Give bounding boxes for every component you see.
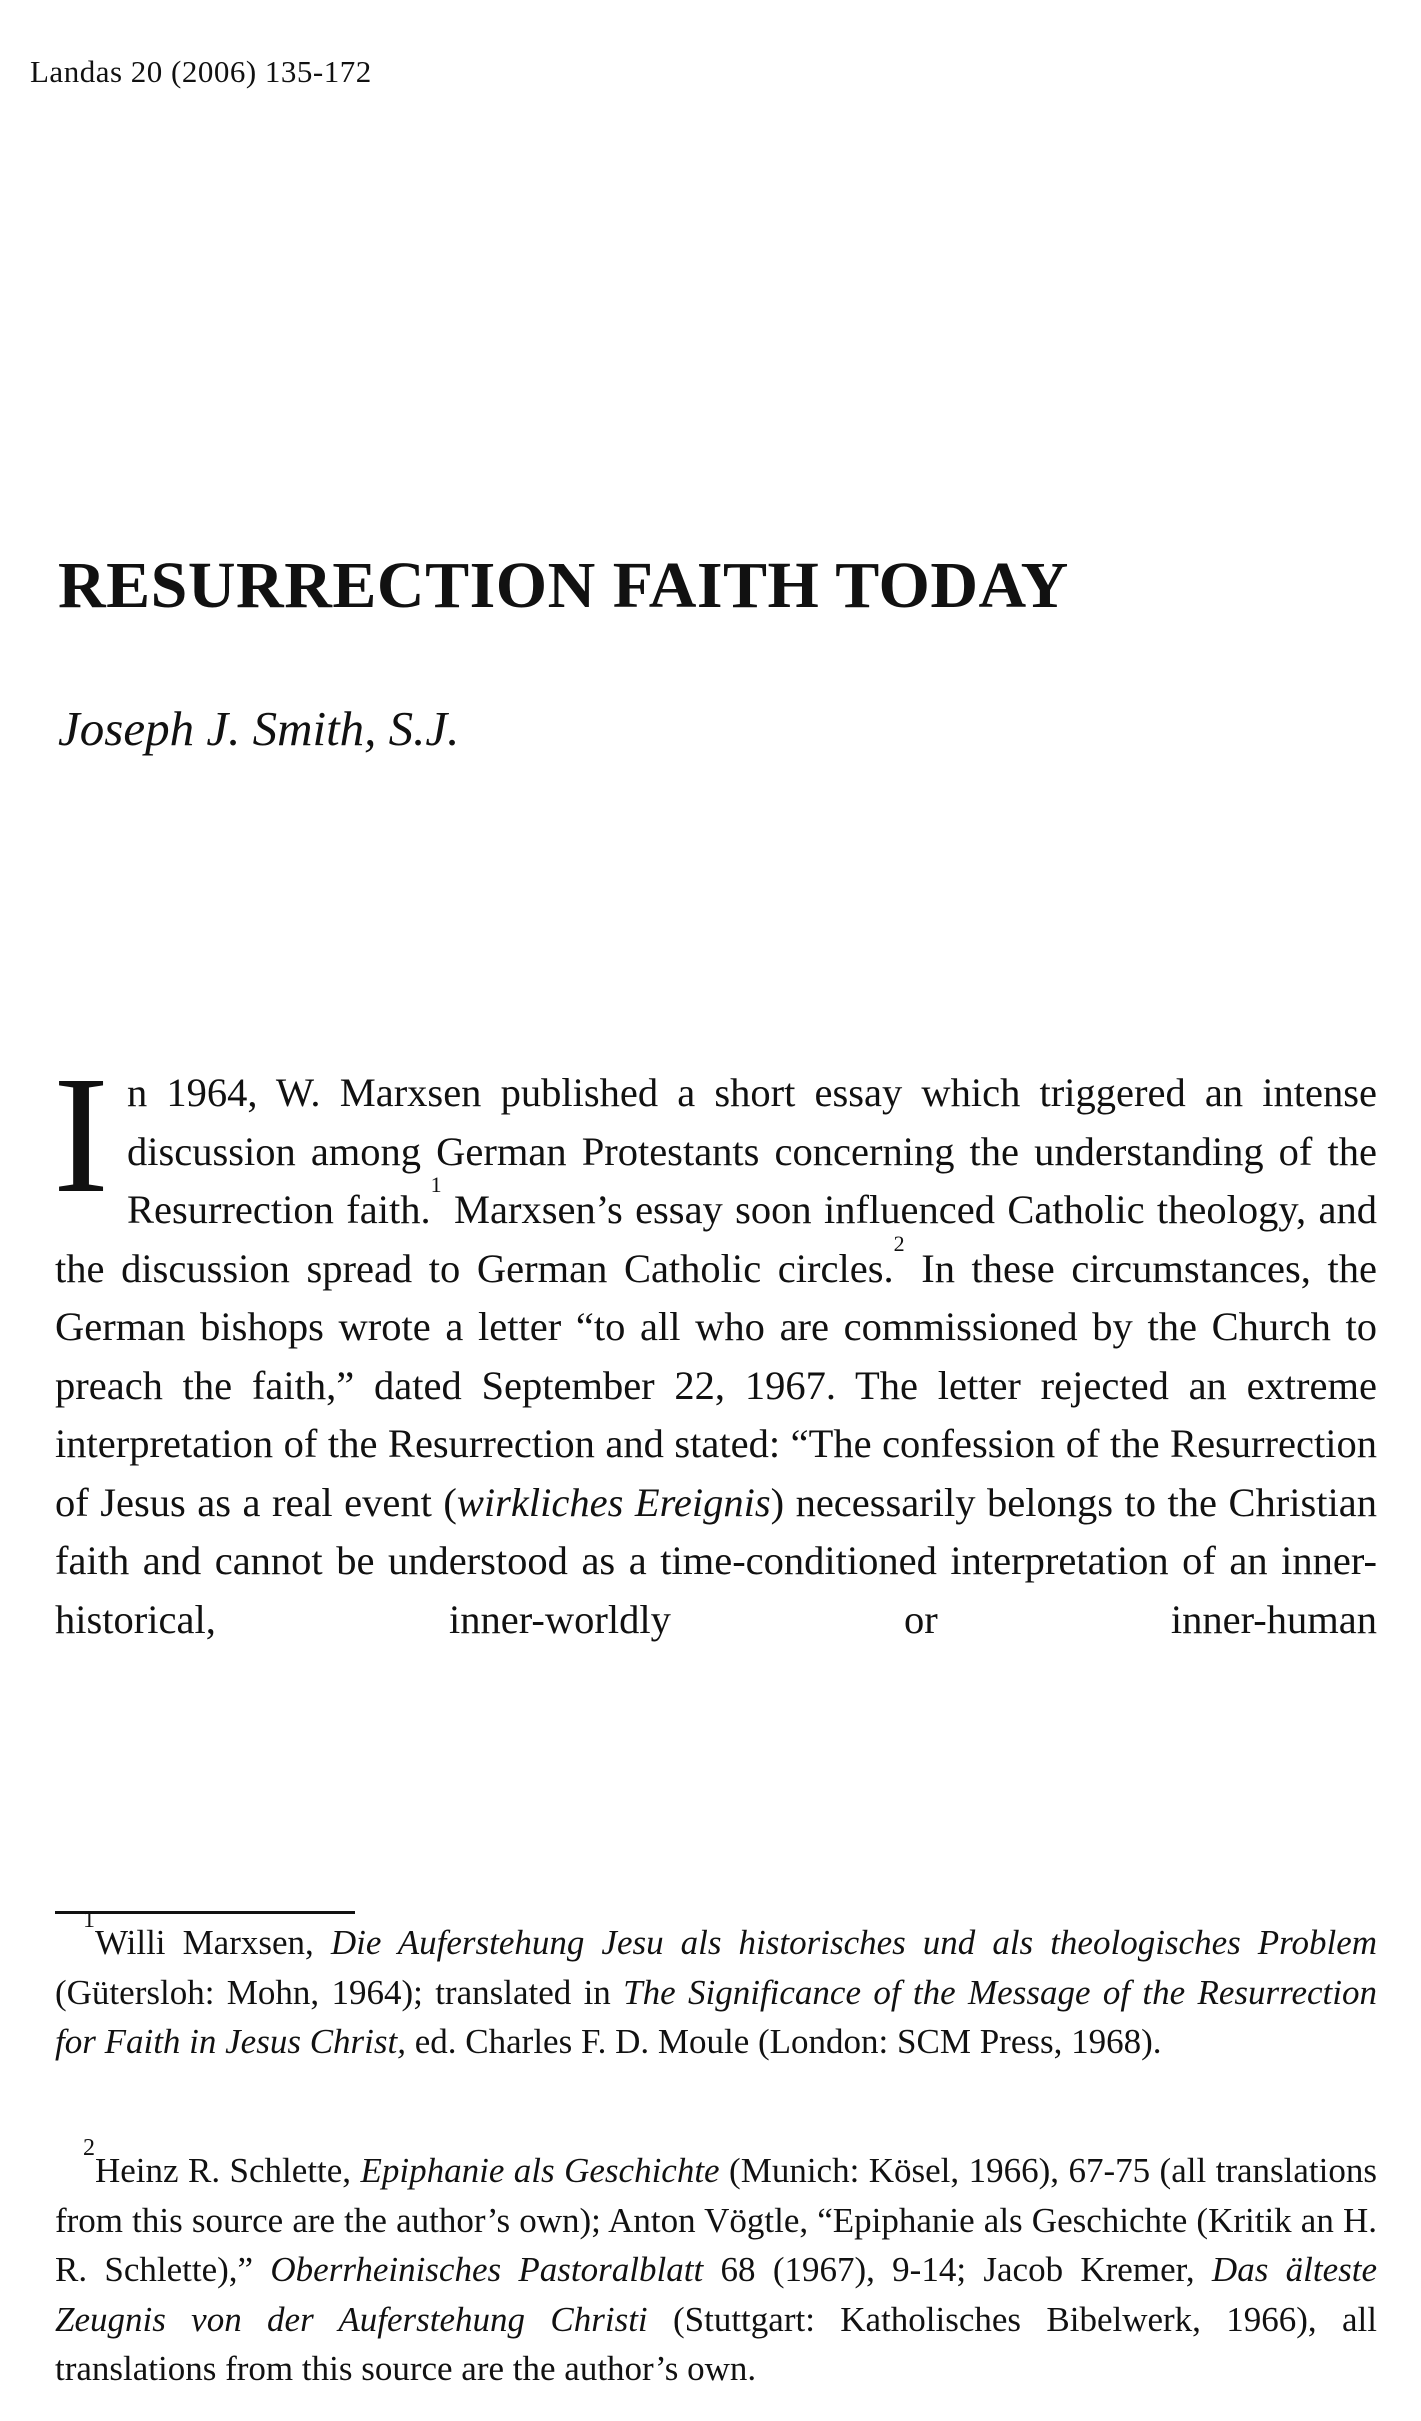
footnote-ref-2[interactable]: 2	[893, 1230, 905, 1256]
footnote-ref-1[interactable]: 1	[430, 1172, 442, 1197]
footnote-indent	[55, 1923, 83, 1962]
footnote-divider	[55, 1911, 355, 1914]
footnote-work-title: Oberrheinisches Pastoralblatt	[270, 2250, 704, 2289]
footnote-text: (Munich: Kösel, 1966), 67-75 (all translations from this source are the author’s own); Anton Vögtle, “Epiphanie als Geschichte (Kritik an H. R. Schlette),”	[55, 2151, 1377, 2289]
body-text-segment: ) necessarily belongs to the Christian faith and cannot be understood as a time-conditioned interpretation of an inner-historical, inner-worldly or inner-human	[55, 1479, 1377, 1642]
journal-citation: Landas 20 (2006) 135-172	[30, 54, 372, 89]
footnote-text: Heinz R. Schlette,	[95, 2151, 361, 2190]
footnote-number: 1	[83, 1907, 95, 1933]
article-author: Joseph J. Smith, S.J.	[58, 701, 460, 756]
article-title: RESURRECTION FAITH TODAY	[58, 549, 1069, 622]
footnote-2	[55, 2135, 1377, 2394]
footnote-work-title: Das älteste Zeugnis von der Auferstehung Christi	[55, 2250, 1377, 2339]
footnote-text: (Stuttgart: Katholisches Bibelwerk, 1966), all translations from this source are the author’s own.	[55, 2299, 1377, 2388]
body-text-segment: In these circumstances, the German bishops wrote a letter “to all who are commissioned by the Church to preach the faith,” dated September 22, 1967. The letter rejected an extreme interpretation of the Resurrection and stated: “The confession of the Resurrection of Jesus as a real event (	[55, 1245, 1377, 1525]
body-paragraph	[53, 1042, 1377, 1649]
footnote-text: ed. Charles F. D. Moule (London: SCM Press, 1968).	[406, 2022, 1162, 2061]
body-text-segment: Marxsen’s essay soon influenced Catholic theology, and the discussion spread to German Catholic circles.	[55, 1187, 1377, 1291]
footnote-work-title: Die Auferstehung Jesu als historisches und als theologisches Problem	[330, 1923, 1378, 1962]
body-text-segment: n 1964, W. Marxsen published a short essay which triggered an intense discussion among German Protestants concerning the understanding of the Resurrection faith.	[126, 1070, 1377, 1232]
footnote-text: Willi Marxsen,	[95, 1923, 331, 1962]
footnote-text: (Gütersloh: Mohn, 1964); translated in	[55, 1972, 624, 2012]
footnote-work-title: Epiphanie als Geschichte	[360, 2151, 720, 2190]
footnote-text: 68 (1967), 9-14; Jacob Kremer,	[703, 2250, 1212, 2289]
italic-term: wirkliches Ereignis	[456, 1479, 771, 1525]
footnote-work-title: The Significance of the Message of the Resurrection for Faith in Jesus Christ,	[55, 1972, 1377, 2061]
footnote-indent	[55, 2151, 83, 2190]
drop-cap: I	[53, 1042, 109, 1228]
footnote-1	[55, 1907, 1378, 2067]
footnote-number: 2	[83, 2135, 95, 2161]
